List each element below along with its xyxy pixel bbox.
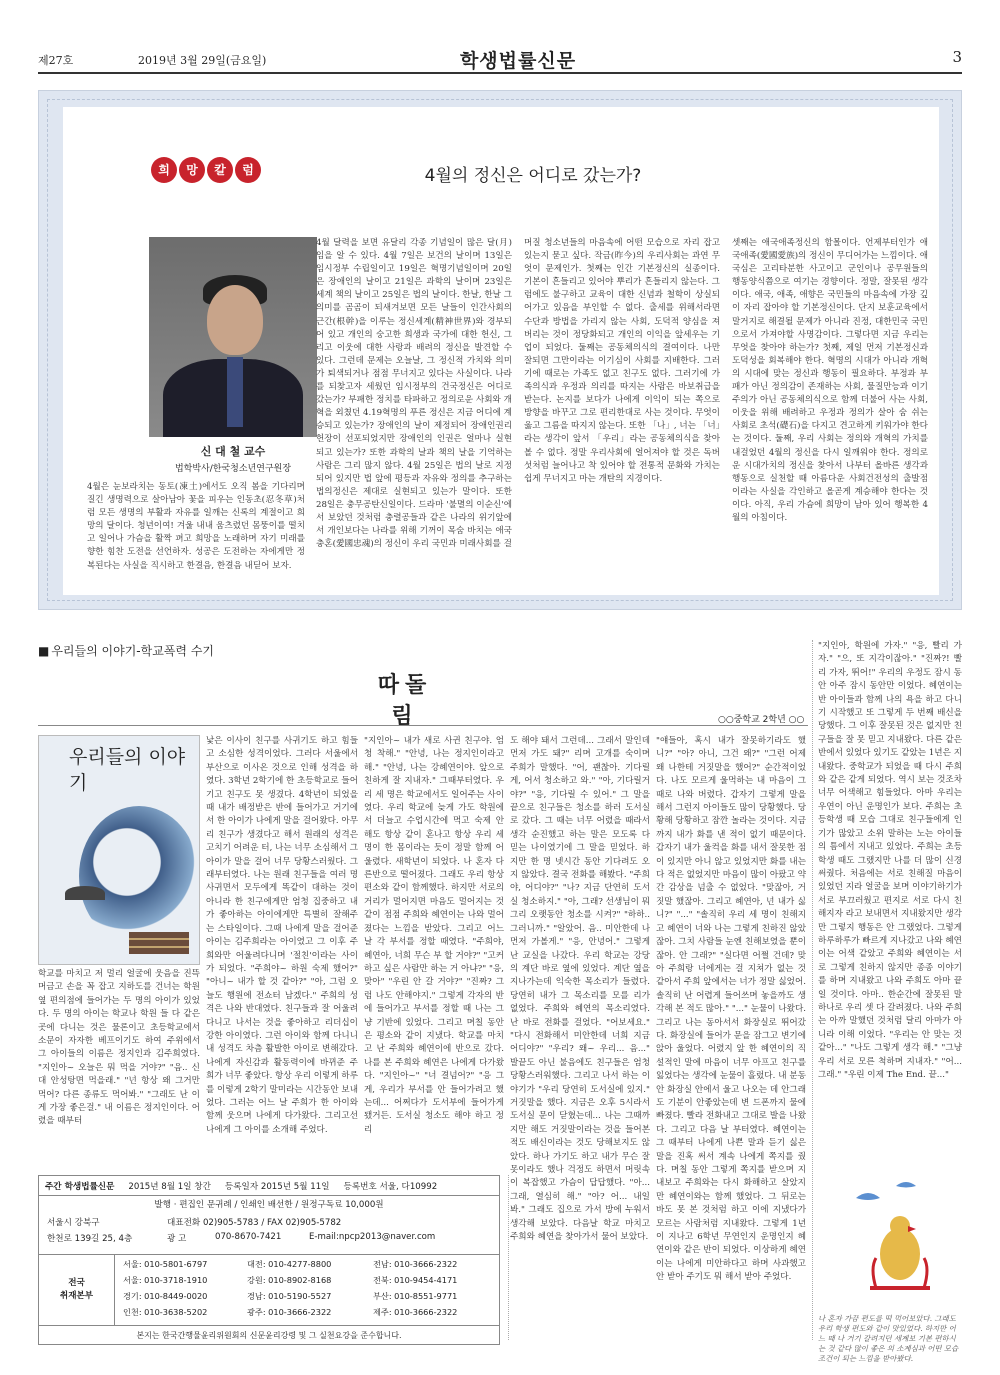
column-divider xyxy=(812,640,813,1340)
story-col-4: 도 해야 돼서 그런데... 그래서 말인데 먼저 가도 돼?" 리며 고개를 숙이며 주희가 말했다. "어, 괜찮아. 기다릴게, 어서 청소하고 와." "아, 기다릴거야?" "응, 기다릴 수 있어." 그 말을 끝으로 친구들은 청소를 하러 도서실로 갔다. 그 때는 너무 어렸을 때라서 생각 순진했고 하는 말은 모도록 다 믿는 나이였기에 그 말을 믿었다. 하지만 한 명 넷시간 동안 기다려도 오지 않았다. 결국 전화를 해봤다. "주희야, 어디야?" "나? 지금 단연히 도서실 청소하지." "아, 그래? 선생님이 뭐 그리 오랫동안 청소를 시켜?" "하하.. 그러니까." "알았어. 음.. 미안한데 나 먼저 가볼게." "응, 안녕어." 그렇게 난 교실을 나갔다. 우리 학교는 강당의 계단 바로 옆에 있었다. 계단 옆을 지나가는데 익숙한 목소리가 들렸다. 당연히 내가 그 목소리를 모를 리가 없었다. 주희와 혜연의 목소리였다. 난 바로 전화를 걸었다. "어보세요." "다시 전화해서 미안한데 너희 지금 어디야?" "우리? 왜~ 우리... 음..." 발끝도 아닌 불음에도 친구들은 엄청 당황스러워했다. 그리고 나서 하는 이야기가 "우리 당연히 도서실에 있지." 거짓말을 했다. 지금은 오후 5시라서 도서실 문이 닫혔는데... 나는 그때까지만 해도 거짓말이라는 것을 들어본 적도 배신이라는 것도 당해보지도 않았다. 하나 가기도 하고 내가 무슨 잘못이라도 했나 걱정도 하면서 머릿속이 복잡했고 가슴이 답답했다. "아... 그래, 열심히 해." "아? 어... 내일 봐." 그래도 집으로 가서 방에 누워서 생각해 보았다. 다음날 학교 마치고 주희와 혜연을 찾아가서 물어 보았다. xyxy=(510,736,650,1243)
illustration-caption: 나 혼자 가끔 편도를 떡 먹어보았다. 그래도 우리 학생 편도와 같이 맛있었다. 하지만 어느 때 나 거기 갈려지던 세계보 기본 편하시는 것 같다 많이 좋은 의 소계심과 어떤 모습 조건이 되는 느낌을 받아봤다. xyxy=(818,1314,959,1363)
info-staff: 발행 · 편집인 문귀례 / 인쇄인 배선한 / 원정구독료 10,000원 xyxy=(154,1200,384,1210)
branch-cell: 광주: 010-3666-2322 xyxy=(247,1307,332,1317)
author-photo xyxy=(149,237,317,437)
page-number: 3 xyxy=(952,48,962,66)
address-city: 서울시 강북구 xyxy=(47,1218,100,1228)
column-panel xyxy=(63,107,939,595)
branch-table xyxy=(39,1254,499,1326)
publication-info-box xyxy=(38,1175,500,1345)
phone-fax: 대표전화 02)905-5783 / FAX 02)905-5782 xyxy=(167,1218,342,1228)
branch-cell: 부산: 010-8551-9771 xyxy=(373,1291,458,1301)
ad-phone: 070-8670-7421 xyxy=(215,1232,282,1242)
branch-cell: 서울: 010-3718-1910 xyxy=(123,1275,208,1285)
branch-cell: 경남: 010-5190-5527 xyxy=(247,1291,332,1301)
story-col-3: "지인아~ 내가 새로 사귄 친구야. 엄청 착해." "안녕, 나는 정지인이라고 해." "안녕, 나는 강혜연이야. 앞으로 친하게 잘 지내자." 그때부터였다. 우리 세 명은 학교에서도 일어주는 사이였다. 우리 학교에 늦게 가도 학원에서 더늘고 수업시간에 먹고 숙제 안 해도 항상 같이 혼나고 항상 우리 세명이 한 몸이라는 듯이 정말 함께 어울렸다. 새학년이 되었다. 나 혼자 다른반으로 떨어졌다. 그래도 우리 항상 편소와 같이 함께했다. 하지만 서로의 거리가 멀어지면 마음도 멀어지는 것 같이 점점 주희와 혜연이는 나와 멀어졌다는 느낌을 받았다. 그리고 어느 날 각 부서를 정할 때였다. "주희야, 혜연아, 너희 무슨 부 할 거야?" "고커 하고 싶은 사람만 하는 거 아냐?" "응, 맞아" "우린 안 갈 거야?" "진짜? 그럼 나도 안해야지." 그렇게 각자의 반에 들어가고 부서를 정할 때 나는 그냥 기반에 있었다. 그리고 며칠 동안은 평소와 같이 지냈다. 학교를 마치고 난 주희와 혜연이에 반으로 갔다. 나를 본 주희와 혜연은 나에게 다가왔다. "지인아~" "너 결넘어?" "응 그게, 우리가 부서를 안 들어가려고 했는데... 어쩌다가 도서부에 들어가게 됐거든. 도서실 청소도 해야 하고 정리 xyxy=(364,736,504,1135)
masthead xyxy=(38,50,962,74)
story-col-1: 학교를 마치고 저 멀리 얼굴에 웃음을 진뜩 머금고 손을 꼭 잡고 지하도를 건너는 학원 옆 편의점에 들어가는 두 명의 아이가 있었다. 두 명의 아이는 학교나 학원 들 다 같은 곳에 다니는 것은 물론이고 초등학교에서 소문이 자자한 베프이기도 하여 주위에서 그 아이들의 이름은 정지인과 김주희였다. "지인아~ 오늘은 뭐 먹을 거야?" "음.. 신 대 안성탕면 먹을래." "넌 항상 왜 그거만 먹어? 다른 종류도 먹어봐." "그래도 난 이게 가장 좋은걸." 내 이름은 정지인이다. 어렸을 때부터 xyxy=(38,969,200,1127)
badge-char: 망 xyxy=(179,157,205,183)
story-col-2: 낯은 이사이 친구를 사귀기도 하고 힘들고 소심한 성격이었다. 그러다 서울에서 부산으로 이사온 것으로 인해 성격을 하였다. 3학년 2학기에 한 초등학교로 들어기고 친구도 못 생겼다. 4학년이 되었을 때 내가 배정받은 반에 들어가고 거기에서 한 아이가 나에게 말을 걸어왔다. 아무리 친구가 생겼다고 해서 원래의 성격은 고치기 어려운 터, 나는 너무 소심해서 그 아이가 말을 걸어 너무 당황스러웠다. 그래부터였다. 나는 원래 친구들을 여러 명 사귀면서 모두에게 똑같이 대하는 것이 아니라 한 친구에게만 엄청 집중하고 내가 좋아하는 아이에게만 특별히 잘해주는 스타일이다. 그때 나에게 말을 걸어준 아이는 김주희라는 아이였고 그 이후 주희와만 어울려다니며 '절친'이라는 사이가 되었다. "주희야~ 하원 숙제 했어?" "아니~ 내가 할 것 같아?" "아, 그럼 오늘도 행원에 전쇼터 남겠다." 주희의 성격은 나와 반대였다. 친구들과 잘 어울려 다니고 나서는 것을 좋아하고 리더십이 강한 아이였다. 그런 아이와 함께 다니니 내 성격도 차츰 활발한 아이로 변해갔다. 나에게 자신감과 활동력이에 바뀌준 주희가 너무 좋았다. 항상 우리 이렇게 하루를 이렇게 2학기 말미라는 시간동안 보내었다. 그러는 어느 날 주희가 한 아이와 함께 웃으며 나에게 다가왔다. 그리고선 나에게 그 아이를 소개해 주었다. xyxy=(206,736,358,1135)
branch-cell: 서울: 010-5801-6797 xyxy=(123,1259,208,1269)
branch-cell: 전북: 010-9454-4171 xyxy=(373,1275,458,1285)
author-affiliation: 법학박사/한국청소년연구원장 xyxy=(174,464,292,474)
branch-cell: 강원: 010-8902-8168 xyxy=(247,1275,332,1285)
column-section xyxy=(38,90,962,610)
branch-cell: 경기: 010-8449-0020 xyxy=(123,1291,208,1301)
ad-label: 광 고 xyxy=(167,1234,187,1244)
info-founded: 2015년 8월 1일 창간 xyxy=(128,1182,211,1192)
bird-illustration xyxy=(836,1168,946,1308)
story-col-6: "지인아, 학원에 가자." "응, 빨리 가자." "으, 또 지각이잖아." "진짜?! 빨리 가자, 뛰어!" 우리의 우정도 잠시 동안 아주 잠시 동안만 이었다. 혜연이는 반 아이들과 함께 나의 욕을 하고 다니기 시작했고 또 그렇게 두 번째 배신을 당했다. 그 이후 잘못된 것은 없지만 친구들을 잘 못 믿고 지내왔다. 다른 같은 반에서 있었다 있기도 같았는 1년은 지내왔다. 중학교가 되었을 때 다시 주희와 같은 같게 되었다. 역시 보는 것조차 너무 어색해고 힘들었다. 아마 우리는 우연이 아닌 운명인가 보다. 주희는 초등학생 때 모습 그대로 친구들에게 인기가 많았고 소위 말하는 노는 아이들의 틈에서 지내고 있었다. 주희는 초등학생 때도 그랬지만 나를 더 많이 신경 써줬다. 처음에는 서로 친해질 마음이 있었던 지라 얼굴을 보며 이야기하기가 서로 부끄러웠고 편지로 서로 다시 친해지자 라고 보내면서 지내왔지만 생각만 그렇지 행동은 안 그랬었다. 그렇게 하루하루가 빠르게 지나갔고 나와 혜연이는 어색 같았고 주희와 혜연이는 서로 그렇게 친하지 않지만 종종 이야기를 하며 지내왔고 나와 주희도 아마 끝일 것이다. 아마.. 한순간에 잘못된 말 하나로 우리 셋 다 갈려졌다. 나와 주희는 아까 말했던 것처럼 달리 아마가 아니라 이해 이었다. "우리는 안 맞는 것 같아..." "나도 그렇게 생각 해." "그냥 우리 서로 모른 척하며 지내자." "어... 그래." "우린 이제 The End. 끝..." xyxy=(818,641,962,1080)
story-illustration xyxy=(38,735,200,965)
info-brand: 주간 학생법률신문 xyxy=(45,1182,115,1192)
column-badge xyxy=(151,157,261,183)
branch-side-label: 전국 취재본부 xyxy=(39,1255,115,1325)
story-title: 따돌림 xyxy=(377,673,433,729)
branch-cell: 전남: 010-3666-2322 xyxy=(373,1259,458,1269)
story-byline: ○○중학교 2학년 ○○ xyxy=(718,715,805,725)
author-name: 신 대 철 교수 xyxy=(200,445,266,458)
illustration-title: 우리들의 이야기 xyxy=(69,746,186,794)
column-text-1: 4월은 눈보라치는 동토(凍土)에서도 오직 봄을 기다리며 질긴 생명력으로 살아남아 꽃을 피우는 인동초(忍冬草)처럼 모든 생명의 부활과 자유를 일깨는 신록의 계절이고 희망의 달이다. 청년이여! 겨울 내내 움츠렸던 몸뚱이를 떨치고 일어나 가슴을 활짝 펴고 희망을 노래하며 자기 미래를 향한 힘찬 도전을 선언하자. 성공은 도전하는 자에게만 정복된다는 사실을 직시하고 한결음, 한결음 내딛어 보자. xyxy=(87,482,305,571)
badge-char: 럼 xyxy=(235,157,261,183)
column-text-3: 머질 청소년들의 마음속에 어떤 모습으로 자리 잡고 있는지 묻고 싶다. 작금(昨今)의 우리사회는 과연 무엇이 문제인가. 첫째는 인간 기본정신의 실종이다. 기본이 흔들리고 있어야 뿌리가 흔들리지 않는다. 그럼에도 불구하고 교육이 대한 신념과 철학이 상실되어가고 있음을 부인할 수 없다. 출세를 위해서라면 수단과 방법을 가리지 않는 사회, 도덕적 양심을 져버리는 것이 정당화되고 개인의 이익을 앞세우는 기업이 되었다. 둘째는 공동체의식의 결여이다. 나만 잘되면 그만이라는 이기심이 사회를 지배한다. 그러기에 때로는 가족도 없고 친구도 없다. 그러기에 가족의식과 우정과 의리를 따지는 사람은 바보취급을 받는다. 논지를 보다가 나에게 이익이 되는 쪽으로 방향을 바꾸고 그로 편리한대로 사는 것이다. 무엇이 옳고 그름을 따지지 않는다. 또한 「나」, 너는 「너」라는 생각이 앞서 「우리」라는 공동체의식을 찾아 볼 수 없다. 정말 우리사회에 얼어져야 할 것은 독버섯처럼 늘어나고 착 있어야 할 전통적 문화와 가치는 쉽게 무너지고 마는 개탄의 지경이다. xyxy=(524,238,720,484)
address-street: 한천로 139길 25, 4층 xyxy=(47,1234,133,1244)
story-col-5: "얘들아, 혹시 내가 잘못하기라도 했니?" "아? 아니, 그건 왜?" "그런 어제 왜 나한테 거짓말을 했어?" 순간적이었다. 나도 모르게 울먹하는 내 마음이 그때로 나와 버렸다. 갑자기 그렇게 말을 해서 그런지 아이들도 많이 당황했다. 당황해 당황하고 잠깐 놀라는 것이다. 지금까지 내가 화를 낸 적이 없기 때문이다. 갑자기 내가 울컥을 화를 내서 잘못한 점이 있지만 아니 않고 있었지만 화를 내는 다 적은 없었지만 마음이 많이 아팠고 약간 감상을 넘출 수 없었다. "맞잖아, 거짓말 했잖아. 그리고 혜연아, 넌 내가 싫니?" "..." "솔직히 우리 세 명이 친해지고 혜연이 너와 나는 그렇게 친하진 않았잖아. 그치 사람들 눈엔 친해보였을 뿐이잖아. 안 그래?" "실다면 어쩔 건데? 맞아 주희랑 너에게는 걸 지쳐가 없는 것 같아서 주희 앞에서는 너가 정말 싫었어. 솔직히 난 어렵게 들어쓰며 놓을까도 생각해 본 적도 많아." "..." 눈물이 나왔다. 그리고 나는 동아서서 화장실로 뛰어갔다. 화장실에 들어가 문을 잠그고 변기에 앉아 울었다. 어렸지 앞 한 혜연이의 직설적인 말에 마음이 너무 아프고 친구를 잃었다는 생각에 눈물이 흘렀다. 내 분동안 화장실 안에서 울고 나오는 데 안그래도 기분이 안좋았는데 변 드폰까지 물에 빠졌다. 빨라 전화내고 그대로 발을 나왔다. 그리고 다음 날 부터였다. 혜연이는 그 때부터 나에게 나쁜 말과 듣기 싫은 말을 진혹 써서 계속 나에게 쪽지를 줬다. 며칠 동안 그렇게 쪽지를 받으며 지내보고 주희와는 다시 화해하고 살았지만 혜연이와는 함께 했었다. 그 뒤로는 바도 못 본 것처럼 하고 이에 지냈다가 모르는 사람처럼 지내왔다. 그렇게 1년이 지나고 6학년 무연인지 운명인지 혜연이와 같은 반이 되었다. 이상하게 혜연이는 나에게 미안하다고 하며 사과했고 안 받아 주기도 뭐 해서 받아 주었다. xyxy=(656,736,806,1283)
ethics-footer: 본지는 한국간행물윤리위원회의 신문윤리강령 및 그 실천요강을 준수합니다. xyxy=(136,1331,402,1340)
series-label: ■ 우리들의 이야기-학교폭력 수기 xyxy=(38,642,214,659)
email: E-mail:npcp2013@naver.com xyxy=(309,1232,436,1242)
issue-date: 2019년 3월 29일(금요일) xyxy=(138,54,267,67)
column-title: 4월의 정신은 어디로 갔는가? xyxy=(424,166,642,186)
column-divider xyxy=(508,1175,509,1340)
branch-cell: 인천: 010-3638-5202 xyxy=(123,1307,208,1317)
issue-number: 제27호 xyxy=(38,54,74,67)
badge-char: 칼 xyxy=(207,157,233,183)
column-text-2: 4월 달력을 보면 유달리 각종 기념일이 많은 달(月)임을 알 수 있다. 4월 7일은 보건의 날이며 13일은 임시정부 수립일이고 19일은 혁명기념일이며 20일은 장애인의 날이고 21일은 과학의 날이며 23일은 세계 책의 날이고 25일은 법의 날이다. 한날, 한날 그 의미를 곰곰이 되새겨보면 모든 날들이 인간사회의 근간(根幹)을 이루는 정신세계(精神世界)와 경부되어 있고 개인의 숭고한 희생과 국가에 대한 헌신, 그리고 이웃에 대한 사랑과 배려의 정신을 발견할 수 있다. 그런데 문제는 오늘날, 그 정신적 가치와 의미가 퇴색되거나 점점 무너지고 있다는 사실이다. 나라를 되찾고자 세웠던 임시정부의 건국정신은 어디로 갔는가? 부패한 정치를 타파하고 정의로운 사회와 개혁을 외쳤던 4.19혁명의 푸른 정신은 지금 어디에 계승되고 있는가? 장애인의 날이 제정되어 장애인권리헌장이 선포되었지만 장애인의 인권은 얼마나 실현되고 있는가? 또한 과학의 날과 책의 날을 기억하는 사람은 그리 많지 않다. 4월 25일은 법의 날로 지정되어 있지만 법 앞에 평등과 자유와 정의를 추구하는 법의정신은 제대로 실현되고 있는가 말이다. 또한 28일은 충무공탄신일이다. 드라마 '불멸의 이순신'에서 보았던 것처럼 충렬공들과 같은 나라의 위기앞에서 개인보다는 나라를 위해 기꺼이 목숨 바치는 애국충혼(愛國忠魂)의 정신이 우리 국민과 미래사회를 걸 xyxy=(316,238,512,550)
divider xyxy=(38,725,808,726)
info-reg-number: 등록번호 서울, 다10992 xyxy=(343,1182,438,1192)
paper-name: 학생법률신문 xyxy=(459,50,577,72)
badge-char: 희 xyxy=(151,157,177,183)
column-text-4: 셋째는 애국애족정신의 함몰이다. 언제부터인가 애국애족(愛國愛族)의 정신이 무디어가는 느낌이다. 애국심은 고리타분한 사고이고 군인이나 공무원들의 행동양식쯤으로 여기는 경향이다. 정말, 잘못된 생각이다. 애국, 애족, 애향은 국민들의 마음속에 가장 깊이 자리 잡아야 할 기본정신이다. 단지 보훈교육에서 말거지로 해결될 문제가 아니라 진정, 대한민국 국민으로서 가져야할 사명감이다. 그렇다면 지금 우리는 무엇을 찾아야 하는가? 첫째, 제일 먼저 기본정신과 도덕성을 회복해야 한다. 혁명의 시대가 아니라 개혁의 시대에 맞는 정신과 행동이 필요하다. 부정과 부패가 아닌 정의감이 존재하는 사회, 물질만능과 이기주의가 아닌 공동체의식으로 함께 더불어 사는 사회, 이웃을 위해 배려하고 우정과 정의가 살아 숨 쉬는 사회로 초석(礎石)을 다지고 견고하게 키워가야 한다는 것이다. 둘째, 우리 사회는 정의와 개혁의 가치를 내걸었던 4월의 정신을 다시 일깨워야 한다. 정의로운 시대가치의 정신을 찾아서 나부터 올바른 생각과 행동으로 실천할 때 아름다운 사회건전성의 출발점이라는 사실을 각인하고 올곧게 계승해야 한다는 것이다. 아직, 우리 가슴에 희망이 남아 있어 행복한 4월의 아침이다. xyxy=(732,238,928,523)
branch-cell: 제주: 010-3666-2322 xyxy=(373,1307,458,1317)
branch-cell: 대전: 010-4277-8800 xyxy=(247,1259,332,1269)
info-registered: 등록일자 2015년 5월 11일 xyxy=(224,1182,330,1192)
